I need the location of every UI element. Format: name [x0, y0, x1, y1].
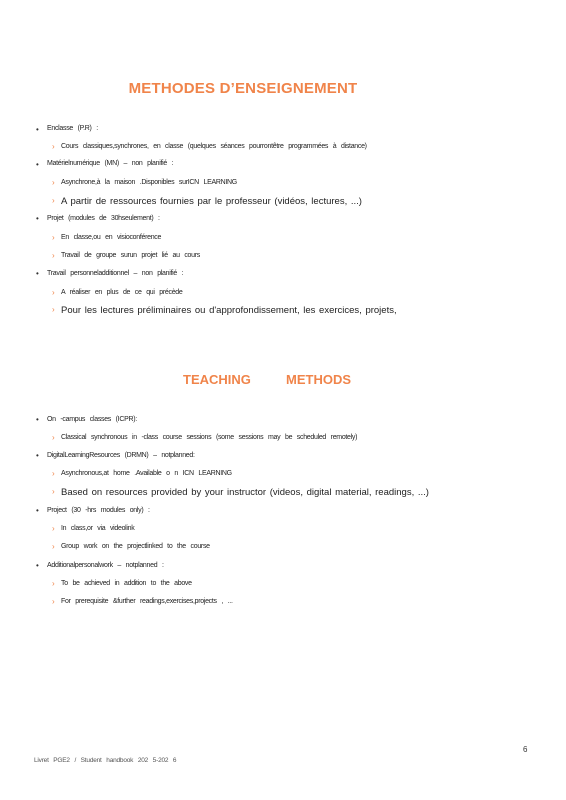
arrow-icon: › — [52, 487, 55, 496]
list-subitem-en-2: Asynchronous,at home .Available o n ICN LEARNING — [61, 470, 232, 477]
list-item-fr-2: Matérielnumérique (MN) – non planifié : — [47, 160, 174, 167]
list-subitem-en-7: For prerequisite &further readings,exercises,projects , ... — [61, 598, 233, 605]
bullet-icon: • — [36, 125, 39, 134]
arrow-icon: › — [52, 597, 55, 606]
list-item-fr-1: Enclasse (P.R) : — [47, 125, 98, 132]
list-subitem-fr-5: Travail de groupe surun projet lié au cours — [61, 252, 200, 259]
list-subitem-en-4: In class,or via videolink — [61, 525, 135, 532]
arrow-icon: › — [52, 469, 55, 478]
bullet-icon: • — [36, 214, 39, 223]
list-item-en-3: Project (30 -hrs modules only) : — [47, 507, 150, 514]
arrow-icon: › — [52, 142, 55, 151]
arrow-icon: › — [52, 579, 55, 588]
arrow-icon: › — [52, 288, 55, 297]
list-subitem-en-3: Based on resources provided by your instructor (videos, digital material, readings, ...) — [61, 487, 429, 498]
list-subitem-fr-6: A réaliser en plus de ce qui précède — [61, 289, 183, 296]
arrow-icon: › — [52, 524, 55, 533]
section-title-french: METHODES D’ENSEIGNEMENT — [128, 80, 358, 97]
arrow-icon: › — [52, 178, 55, 187]
list-subitem-fr-4: En classe,ou en visioconférence — [61, 234, 162, 241]
list-item-fr-3: Projet (modules de 30hseulement) : — [47, 215, 160, 222]
arrow-icon: › — [52, 433, 55, 442]
list-item-fr-4: Travail personneladditionnel – non planifié : — [47, 270, 184, 277]
bullet-icon: • — [36, 451, 39, 460]
list-item-en-2: DigitalLearningResources (DRMN) – notplanned: — [47, 452, 195, 459]
arrow-icon: › — [52, 305, 55, 314]
list-subitem-en-5: Group work on the projectlinked to the course — [61, 543, 210, 550]
page-number: 6 — [523, 745, 528, 754]
bullet-icon: • — [36, 415, 39, 424]
list-subitem-fr-7: Pour les lectures préliminaires ou d'approfondissement, les exercices, projets, — [61, 305, 397, 316]
section-title-english-right: METHODS — [286, 372, 351, 387]
list-subitem-en-1: Classical synchronous in -class course sessions (some sessions may be scheduled remotely) — [61, 434, 358, 441]
arrow-icon: › — [52, 251, 55, 260]
list-item-en-1: On -campus classes (ICPR): — [47, 416, 137, 423]
list-item-en-4: Additionalpersonalwork – notplanned : — [47, 562, 164, 569]
footer-text: Livret PGE2 / Student handbook 202 5-202 6 — [34, 757, 177, 764]
arrow-icon: › — [52, 233, 55, 242]
bullet-icon: • — [36, 160, 39, 169]
bullet-icon: • — [36, 269, 39, 278]
list-subitem-fr-2: Asynchrone,à la maison .Disponibles surICN LEARNING — [61, 179, 237, 186]
arrow-icon: › — [52, 196, 55, 205]
arrow-icon: › — [52, 542, 55, 551]
list-subitem-en-6: To be achieved in addition to the above — [61, 580, 192, 587]
bullet-icon: • — [36, 506, 39, 515]
section-title-english-left: TEACHING — [183, 372, 251, 387]
list-subitem-fr-1: Cours classiques,synchrones, en classe (quelques séances pourrontêtre programmées à distance) — [61, 143, 367, 150]
list-subitem-fr-3: A partir de ressources fournies par le professeur (vidéos, lectures, ...) — [61, 196, 362, 207]
bullet-icon: • — [36, 561, 39, 570]
